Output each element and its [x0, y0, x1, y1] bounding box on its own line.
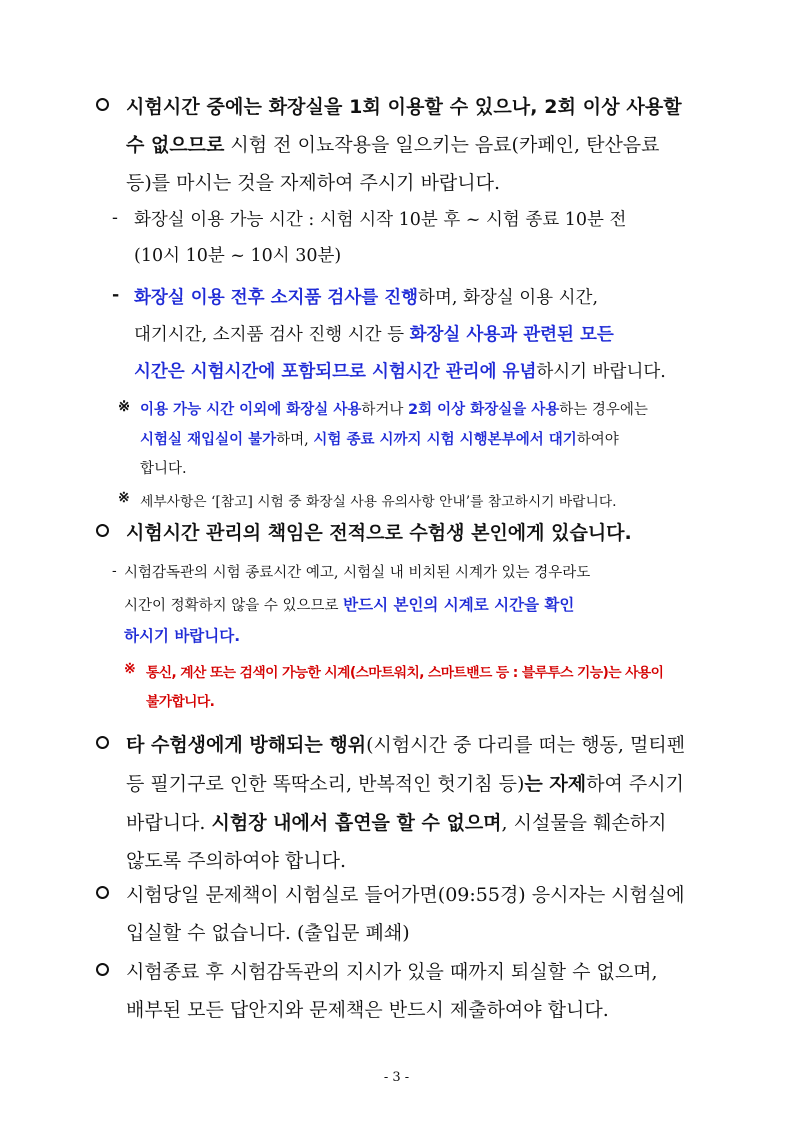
s2-title [126, 518, 632, 545]
s2-dash-1-text-2: 시간이 정확하지 않을 수 있으므로 [124, 598, 344, 614]
s1-note-2 [140, 490, 617, 510]
s1-dash-2-line-3 [134, 358, 666, 383]
s1-note-text-2: 하는 경우에는 [559, 402, 648, 418]
s1-emphasis: 수 없으므로 [126, 134, 225, 156]
s4-line-1 [126, 880, 685, 907]
s1-note-text-5: 합니다. [140, 461, 187, 477]
circle-bullet-icon [96, 736, 109, 749]
s1-note-text-1: 하거나 [361, 402, 408, 418]
circle-bullet-icon [96, 886, 109, 899]
s3-text-1: (시험시간 중 다리를 떠는 행동, 멀티펜 [366, 734, 686, 756]
s1-note-2-text: 세부사항은 ‘[참고] 시험 중 화장실 사용 유의사항 안내’를 참고하시기 바랍니다. [140, 494, 617, 510]
note-mark: ※ [118, 398, 131, 415]
s1-note-text-3: 하며, [276, 432, 314, 448]
s1-line-2-text: 시험 전 이뇨작용을 일으키는 음료(카페인, 탄산음료 [224, 134, 660, 156]
s1-note-1-line-2 [140, 428, 619, 449]
s1-line-1-text: 시험시간 중에는 화장실을 1회 이용할 수 있으나, 2회 이상 사용할 [126, 96, 682, 118]
s1-line-3 [126, 168, 500, 195]
s3-line-1 [126, 730, 685, 757]
s1-dash-2-emphasis: 화장실 이용 전후 소지품 검사를 진행 [134, 288, 419, 308]
s2-dash-1-emphasis-2: 하시기 바랍니다. [124, 627, 241, 645]
page-number: - 3 - [383, 1070, 410, 1085]
s3-emphasis-1: 타 수험생에게 방해되는 행위 [126, 734, 367, 756]
s2-dash-1-emphasis: 반드시 본인의 시계로 시간을 확인 [343, 596, 575, 614]
s4-text-1: 시험당일 문제책이 시험실로 들어가면(09:55경) 응시자는 시험실에 [126, 884, 685, 906]
s1-dash-2-text: 하며, 화장실 이용 시간, [418, 288, 599, 308]
s5-text-1: 시험종료 후 시험감독관의 지시가 있을 때까지 퇴실할 수 없으며, [126, 961, 658, 983]
s3-line-3 [126, 808, 666, 835]
s1-note-1-line-1 [140, 398, 648, 419]
s1-dash-1-line-1 [134, 206, 626, 231]
s1-line-1 [126, 92, 682, 119]
s2-note-text-2: 불가합니다. [146, 694, 215, 710]
s3-emphasis-3: 시험장 내에서 흡연을 할 수 없으며 [211, 812, 502, 834]
s3-text-2: 등 필기구로 인한 똑딱소리, 반복적인 헛기침 등) [126, 773, 525, 795]
s1-dash-1-text: 화장실 이용 가능 시간 : 시험 시작 10분 후 ~ 시험 종료 10분 전 [134, 210, 627, 230]
s1-dash-1-line-2 [134, 242, 341, 267]
s1-note-1-line-3 [140, 457, 187, 478]
s1-note-emphasis-3: 시험실 재입실이 불가 [140, 432, 277, 448]
circle-bullet-icon [96, 98, 109, 111]
s3-line-2 [126, 769, 684, 796]
s3-text-3: 하여 주시기 [586, 773, 684, 795]
s3-text-6: 않도록 주의하여야 합니다. [126, 850, 347, 872]
s2-dash-1-text: 시험감독관의 시험 종료시간 예고, 시험실 내 비치된 시계가 있는 경우라도 [124, 565, 591, 581]
s2-title-text: 시험시간 관리의 책임은 전적으로 수험생 본인에게 있습니다. [126, 522, 632, 544]
s2-dash-1-line-2 [124, 593, 574, 615]
s3-text-4: 바랍니다. [126, 812, 212, 834]
s1-dash-1-text-2: (10시 10분 ~ 10시 30분) [134, 246, 342, 266]
s3-text-5: , 시설물을 훼손하지 [501, 812, 667, 834]
s5-line-2 [126, 995, 609, 1022]
s1-dash-2-line-1 [134, 284, 598, 309]
circle-bullet-icon [96, 524, 109, 537]
dash-bullet: - [112, 208, 118, 228]
s2-note-line-1 [146, 661, 663, 681]
s2-note-line-2 [146, 690, 214, 710]
s1-note-emphasis-4: 시험 종료 시까지 시험 시행본부에서 대기 [313, 432, 577, 448]
s3-emphasis-2: 는 자제 [524, 773, 587, 795]
s1-dash-2-text-3: 하시기 바랍니다. [536, 362, 666, 382]
s1-note-emphasis-2: 2회 이상 화장실을 사용 [407, 402, 560, 418]
s1-line-3-text: 등)를 마시는 것을 자제하여 주시기 바랍니다. [126, 172, 501, 194]
s1-note-text-4: 하여야 [576, 432, 619, 448]
s1-line-2 [126, 130, 660, 157]
dash-bullet: - [112, 285, 120, 305]
s4-line-2 [126, 918, 410, 945]
dash-bullet: - [112, 563, 117, 579]
s5-text-2: 배부된 모든 답안지와 문제책은 반드시 제출하여야 합니다. [126, 999, 609, 1021]
s1-note-emphasis-1: 이용 가능 시간 이외에 화장실 사용 [140, 402, 362, 418]
s4-text-2: 입실할 수 없습니다. (출입문 폐쇄) [126, 922, 410, 944]
note-mark: ※ [118, 490, 130, 506]
circle-bullet-icon [96, 963, 109, 976]
s1-dash-2-emphasis-3: 시간은 시험시간에 포함되므로 시험시간 관리에 유념 [134, 362, 537, 382]
s1-dash-2-emphasis-2: 화장실 사용과 관련된 모든 [409, 325, 614, 345]
s2-note-text: 통신, 계산 또는 검색이 가능한 시계(스마트워치, 스마트밴드 등 : 블루투스 기능)는 사용이 [146, 665, 664, 681]
s1-dash-2-line-2 [134, 321, 614, 346]
note-mark: ※ [124, 661, 136, 677]
s1-dash-2-text-2: 대기시간, 소지품 검사 진행 시간 등 [134, 325, 410, 345]
s3-line-4 [126, 846, 346, 873]
s2-dash-1-line-1 [124, 561, 590, 582]
s2-dash-1-line-3 [124, 624, 240, 646]
s5-line-1 [126, 957, 658, 984]
